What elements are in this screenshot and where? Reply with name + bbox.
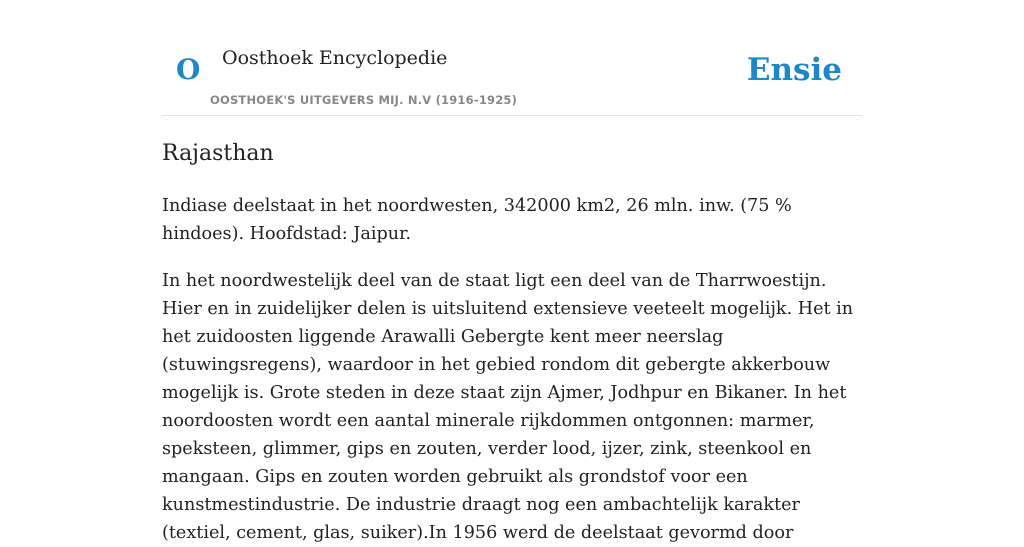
brand-logo[interactable]: Ensie xyxy=(746,52,842,88)
article-paragraph: Indiase deelstaat in het noordwesten, 342000 km2, 26 mln. inw. (75 % hindoes). Hoofdstad: Jaipur. xyxy=(162,196,792,244)
article-paragraph: In het noordwestelijk deel van de staat ligt een deel van de Tharrwoestijn. Hier en in zuidelijker delen is uitsluitend extensieve veeteelt mogelijk. Het in het zuidoosten liggende Arawalli Gebergte kent meer neerslag (stuwingsregens), waardoor in het gebied rondom dit gebergte akkerbouw mogelijk is. Grote steden in deze staat zijn Ajmer, Jodhpur en Bikaner. In het noordoosten wordt een aantal minerale rijkdommen ontgonnen: marmer, speksteen, glimmer, gips en zouten, verder lood, ijzer, zink, steenkool en mangaan. Gips en zouten worden gebruikt als grondstof voor een kunstmestindustrie. De industrie draagt nog een ambachtelijk karakter (textiel, cement, glas, suiker).In 1956 werd de deelstaat gevormd door xyxy=(162,271,854,543)
logo-icon[interactable]: O xyxy=(176,53,201,86)
article-title: Rajasthan xyxy=(162,141,274,166)
publication-subtitle: OOSTHOEK'S UITGEVERS MIJ. N.V (1916-1925) xyxy=(210,93,518,107)
publication-title[interactable]: Oosthoek Encyclopedie xyxy=(222,47,448,69)
article xyxy=(162,138,867,547)
site-header xyxy=(162,36,862,116)
